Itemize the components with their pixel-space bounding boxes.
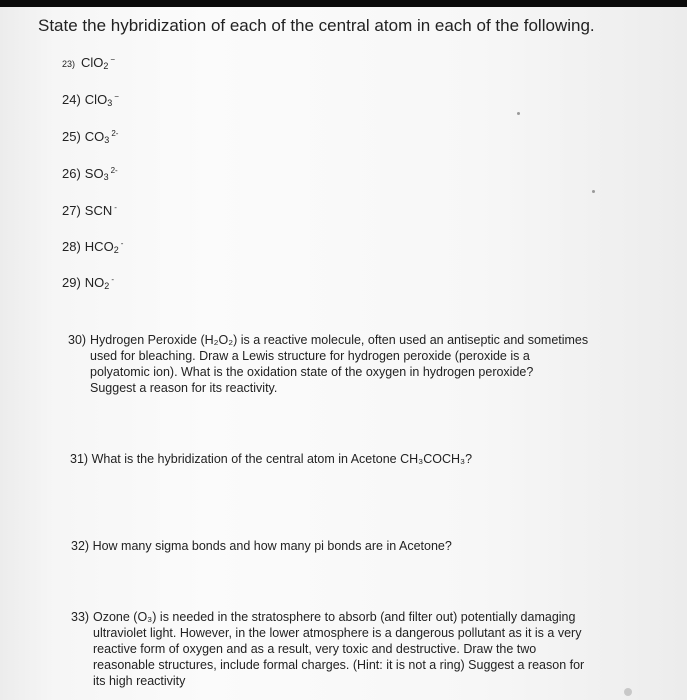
question-29: 29) $NO_2^-$ — [62, 275, 114, 291]
question-24: 24) ClO$_3$− — [62, 92, 119, 108]
question-23: 23) ClO$_2$− — [62, 55, 116, 71]
question-32: 32) How many sigma bonds and how many pi bonds are in Acetone? — [71, 539, 452, 553]
question-31: 31) What is the hybridization of the central atom in Acetone CH₃COCH₃? — [70, 452, 473, 466]
stray-dot — [517, 112, 520, 115]
question-28: 28) $HCO_2^-$ — [62, 239, 124, 255]
question-27: 27) SCN - — [62, 203, 117, 218]
question-33: 33) Ozone (O₃) is needed in the stratosphere to absorb (and filter out) potentially damaging ultraviolet light. However, in the lower atmosphere is a dangerous pollutant as it is a very reactive form of oxygen and as a result, very toxic and destructive. Draw the two reasonable structures, include formal charges. (Hint: it is not a ring) Suggest a reason for its high reactivity — [71, 610, 585, 688]
worksheet-heading: State the hybridization of each of the central atom in each of the following. — [38, 16, 595, 35]
question-26: 26) $SO_3^{2-}$ — [62, 166, 118, 182]
question-25: 25) $CO_3^{2-}$ — [62, 129, 119, 145]
question-30: 30) Hydrogen Peroxide (H₂O₂) is a reactive molecule, often used an antiseptic and sometimes used for bleaching. Draw a Lewis structure for hydrogen peroxide (peroxide is a polyatomic ion). What is the oxidation state of the oxygen in hydrogen peroxide? Suggest a reason for its reactivity. — [68, 333, 589, 395]
top-dark-bar — [0, 0, 687, 7]
corner-mark — [624, 688, 632, 696]
stray-dot — [592, 190, 595, 193]
